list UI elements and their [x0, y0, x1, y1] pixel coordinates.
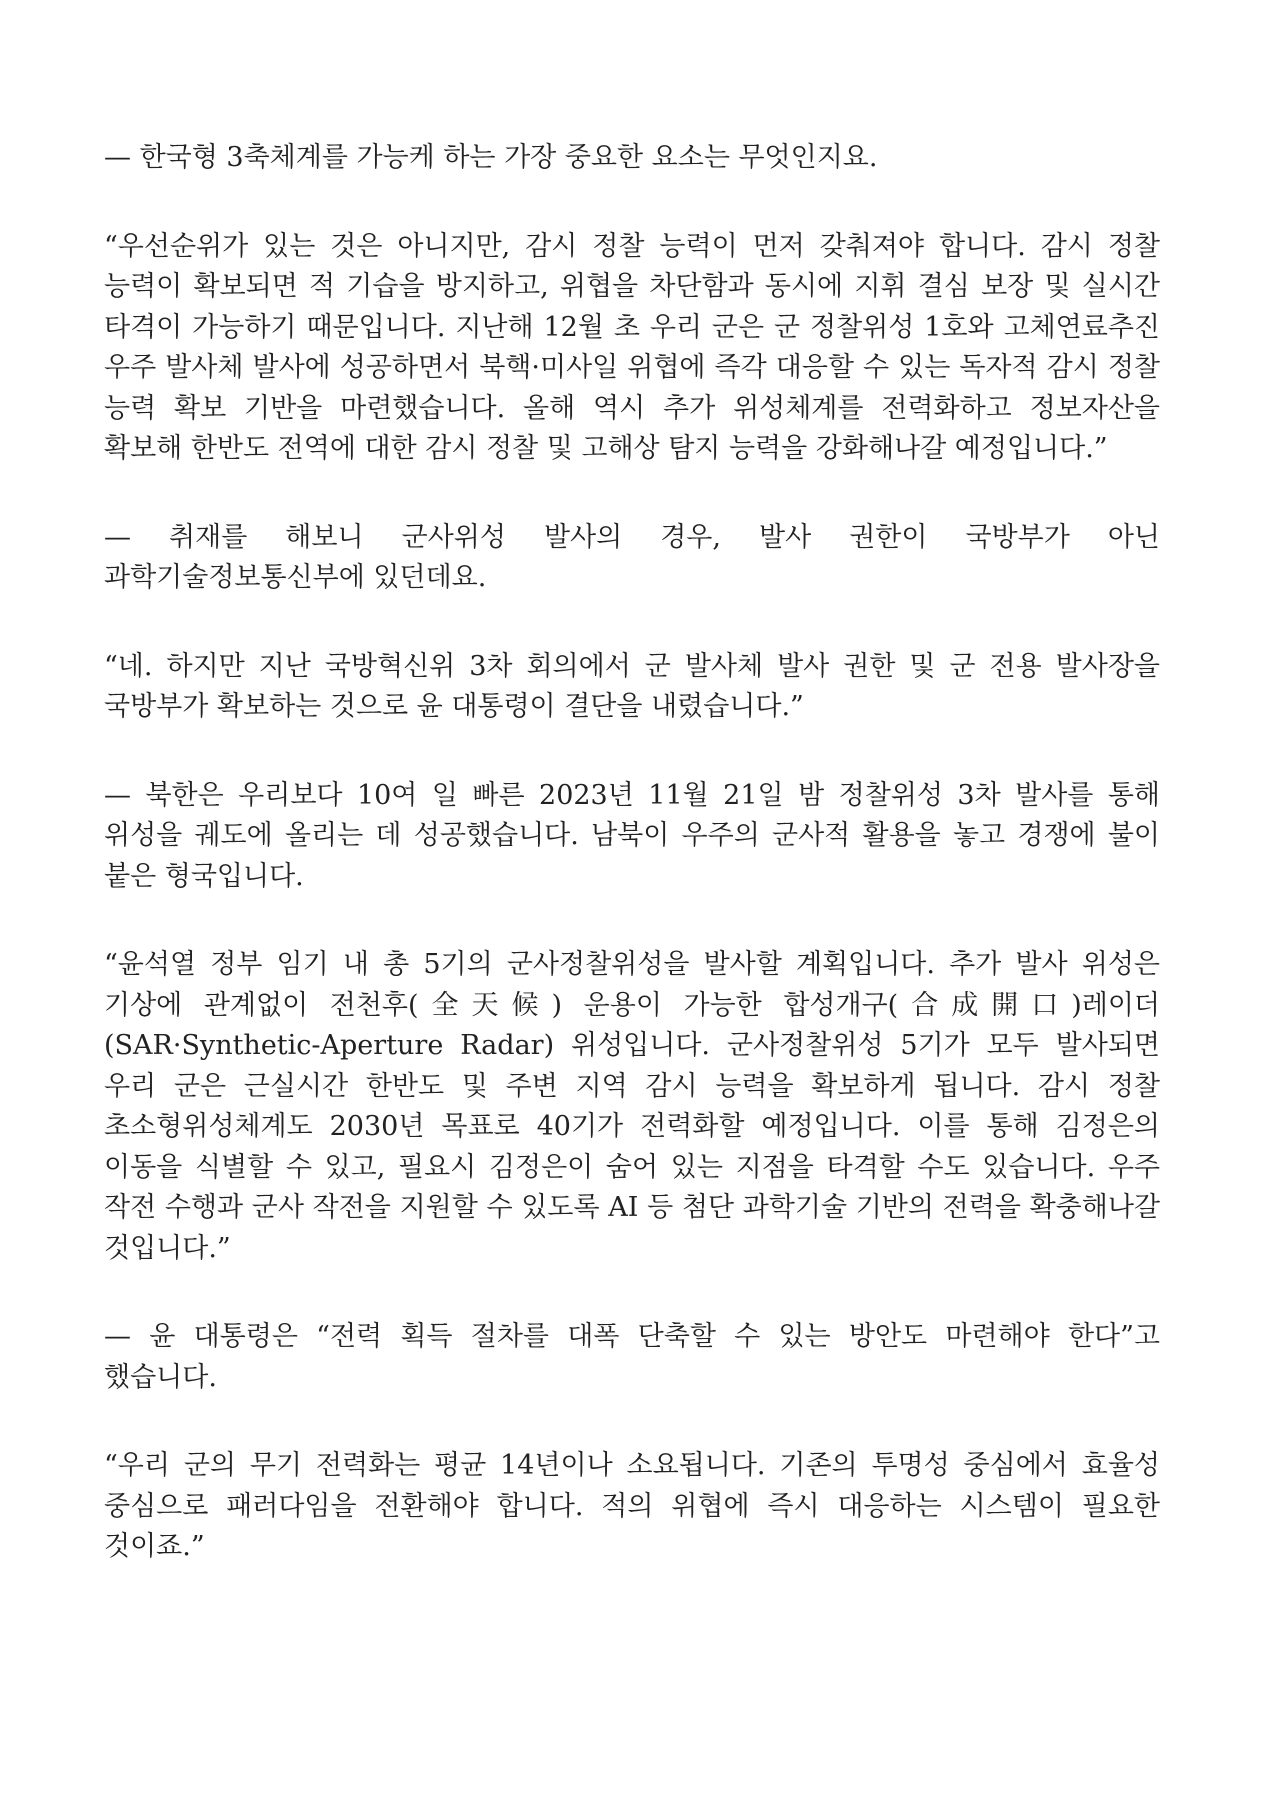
answer-paragraph: “우선순위가 있는 것은 아니지만, 감시 정찰 능력이 먼저 갖춰져야 합니다. 감시 정찰 능력이 확보되면 적 기습을 방지하고, 위협을 차단함과 동시에 지휘 결심 보장 및 실시간 타격이 가능하기 때문입니다. 지난해 12월 초 우리 군은 군 정찰위성 1호와 고체연료추진 우주 발사체 발사에 성공하면서 북핵·미사일 위협에 즉각 대응할 수 있는 독자적 감시 정찰 능력 확보 기반을 마련했습니다. 올해 역시 추가 위성체계를 전력화하고 정보자산을 확보해 한반도 전역에 대한 감시 정찰 및 고해상 탐지 능력을 강화해나갈 예정입니다.” [104, 230, 1160, 464]
question-paragraph: — 북한은 우리보다 10여 일 빠른 2023년 11월 21일 밤 정찰위성 3차 발사를 통해 위성을 궤도에 올리는 데 성공했습니다. 남북이 우주의 군사적 활용을 놓고 경쟁에 불이 붙은 형국입니다. [104, 779, 1160, 892]
answer-paragraph: “네. 하지만 지난 국방혁신위 3차 회의에서 군 발사체 발사 권한 및 군 전용 발사장을 국방부가 확보하는 것으로 윤 대통령이 결단을 내렸습니다.” [104, 650, 1160, 722]
question-paragraph: — 윤 대통령은 “전력 획득 절차를 대폭 단축할 수 있는 방안도 마련해야 한다”고 했습니다. [104, 1321, 1160, 1393]
question-paragraph: — 취재를 해보니 군사위성 발사의 경우, 발사 권한이 국방부가 아닌 과학기술정보통신부에 있던데요. [104, 521, 1160, 593]
answer-paragraph: “윤석열 정부 임기 내 총 5기의 군사정찰위성을 발사할 계획입니다. 추가 발사 위성은 기상에 관계없이 전천후(全天候) 운용이 가능한 합성개구(合成開口)레이더(SAR·Synthetic-Aperture Radar) 위성입니다. 군사정찰위성 5기가 모두 발사되면 우리 군은 근실시간 한반도 및 주변 지역 감시 능력을 확보하게 됩니다. 감시 정찰 초소형위성체계도 2030년 목표로 40기가 전력화할 예정입니다. 이를 통해 김정은의 이동을 식별할 수 있고, 필요시 김정은이 숨어 있는 지점을 타격할 수도 있습니다. 우주 작전 수행과 군사 작전을 지원할 수 있도록 AI 등 첨단 과학기술 기반의 전력을 확충해나갈 것입니다.” [104, 949, 1160, 1264]
question-paragraph: — 한국형 3축체계를 가능케 하는 가장 중요한 요소는 무엇인지요. [104, 142, 878, 173]
answer-paragraph: “우리 군의 무기 전력화는 평균 14년이나 소요됩니다. 기존의 투명성 중심에서 효율성 중심으로 패러다임을 전환해야 합니다. 적의 위협에 즉시 대응하는 시스템이 필요한 것이죠.” [104, 1450, 1160, 1562]
